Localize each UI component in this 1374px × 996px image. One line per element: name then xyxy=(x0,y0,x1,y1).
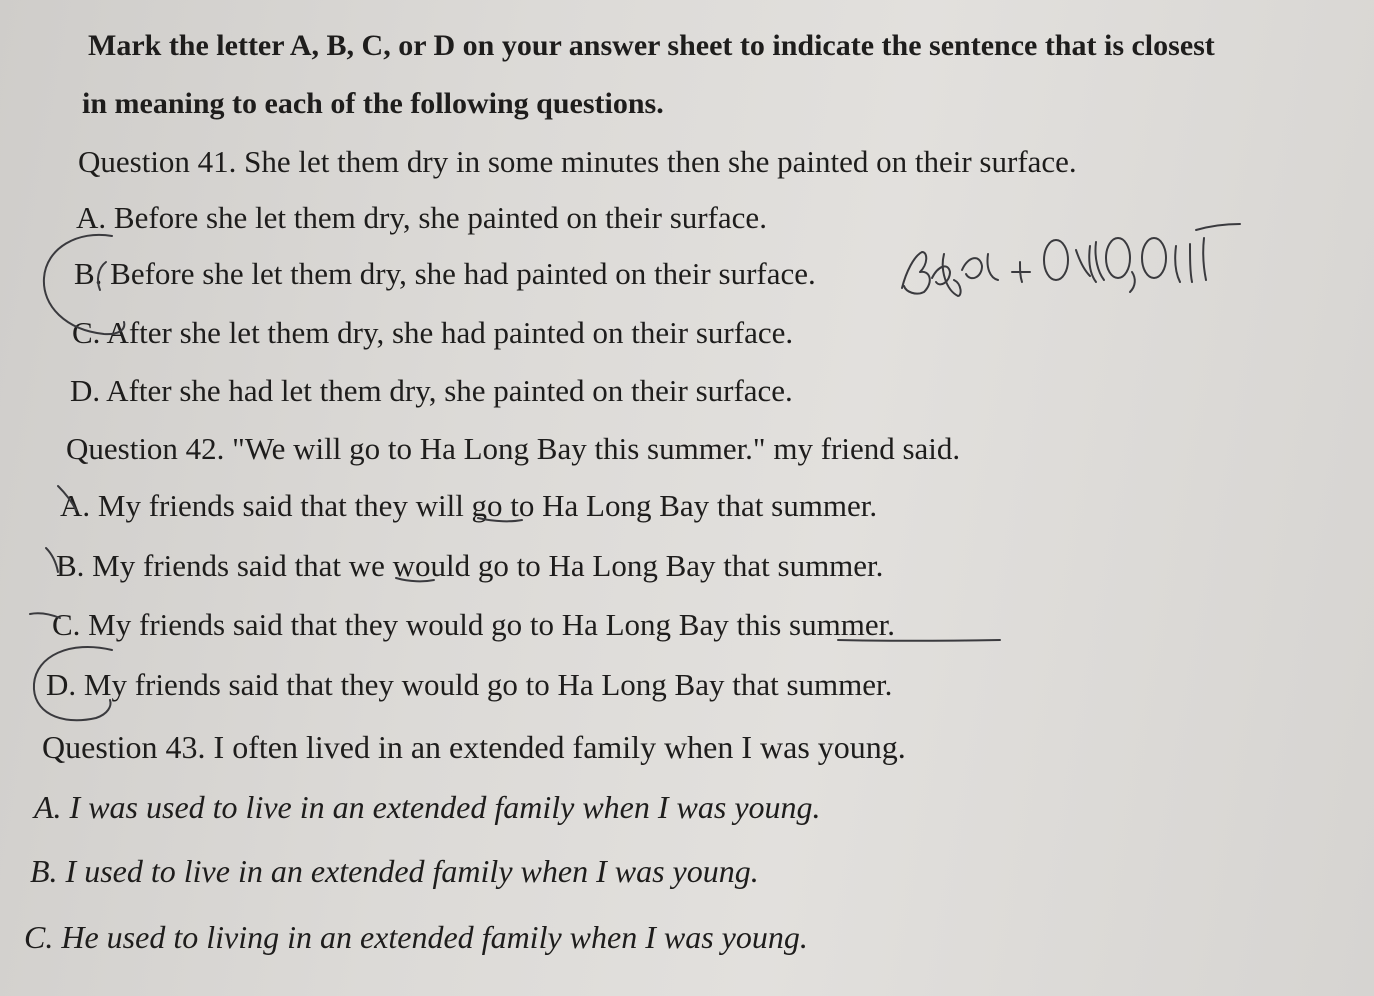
question-41-option-c: C. After she let them dry, she had painted on their surface. xyxy=(72,315,794,350)
question-42-option-a: A. My friends said that they will go to Ha Long Bay that summer. xyxy=(60,488,878,523)
instruction-line-2: in meaning to each of the following questions. xyxy=(82,87,664,120)
question-41-stem: Question 41. She let them dry in some minutes then she painted on their surface. xyxy=(78,144,1077,179)
question-42-stem: Question 42. "We will go to Ha Long Bay this summer." my friend said. xyxy=(66,431,961,466)
question-43-option-a: A. I was used to live in an extended family when I was young. xyxy=(34,789,821,825)
question-43-option-b: B. I used to live in an extended family when I was young. xyxy=(30,853,759,889)
question-41-option-b: B. Before she let them dry, she had painted on their surface. xyxy=(74,256,816,291)
question-42-option-b: B. My friends said that we would go to Ha Long Bay that summer. xyxy=(56,548,884,583)
question-43-stem: Question 43. I often lived in an extended family when I was young. xyxy=(42,729,906,765)
handwritten-note-icon xyxy=(902,224,1240,296)
instruction-line-1: Mark the letter A, B, C, or D on your answer sheet to indicate the sentence that is closest xyxy=(88,29,1215,62)
question-42-option-c: C. My friends said that they would go to Ha Long Bay this summer. xyxy=(52,607,895,642)
question-42-option-d: D. My friends said that they would go to Ha Long Bay that summer. xyxy=(46,667,893,702)
question-41-option-a: A. Before she let them dry, she painted on their surface. xyxy=(76,200,767,235)
question-43-option-c: C. He used to living in an extended family when I was young. xyxy=(24,919,808,955)
question-41-option-d: D. After she had let them dry, she painted on their surface. xyxy=(70,373,793,408)
